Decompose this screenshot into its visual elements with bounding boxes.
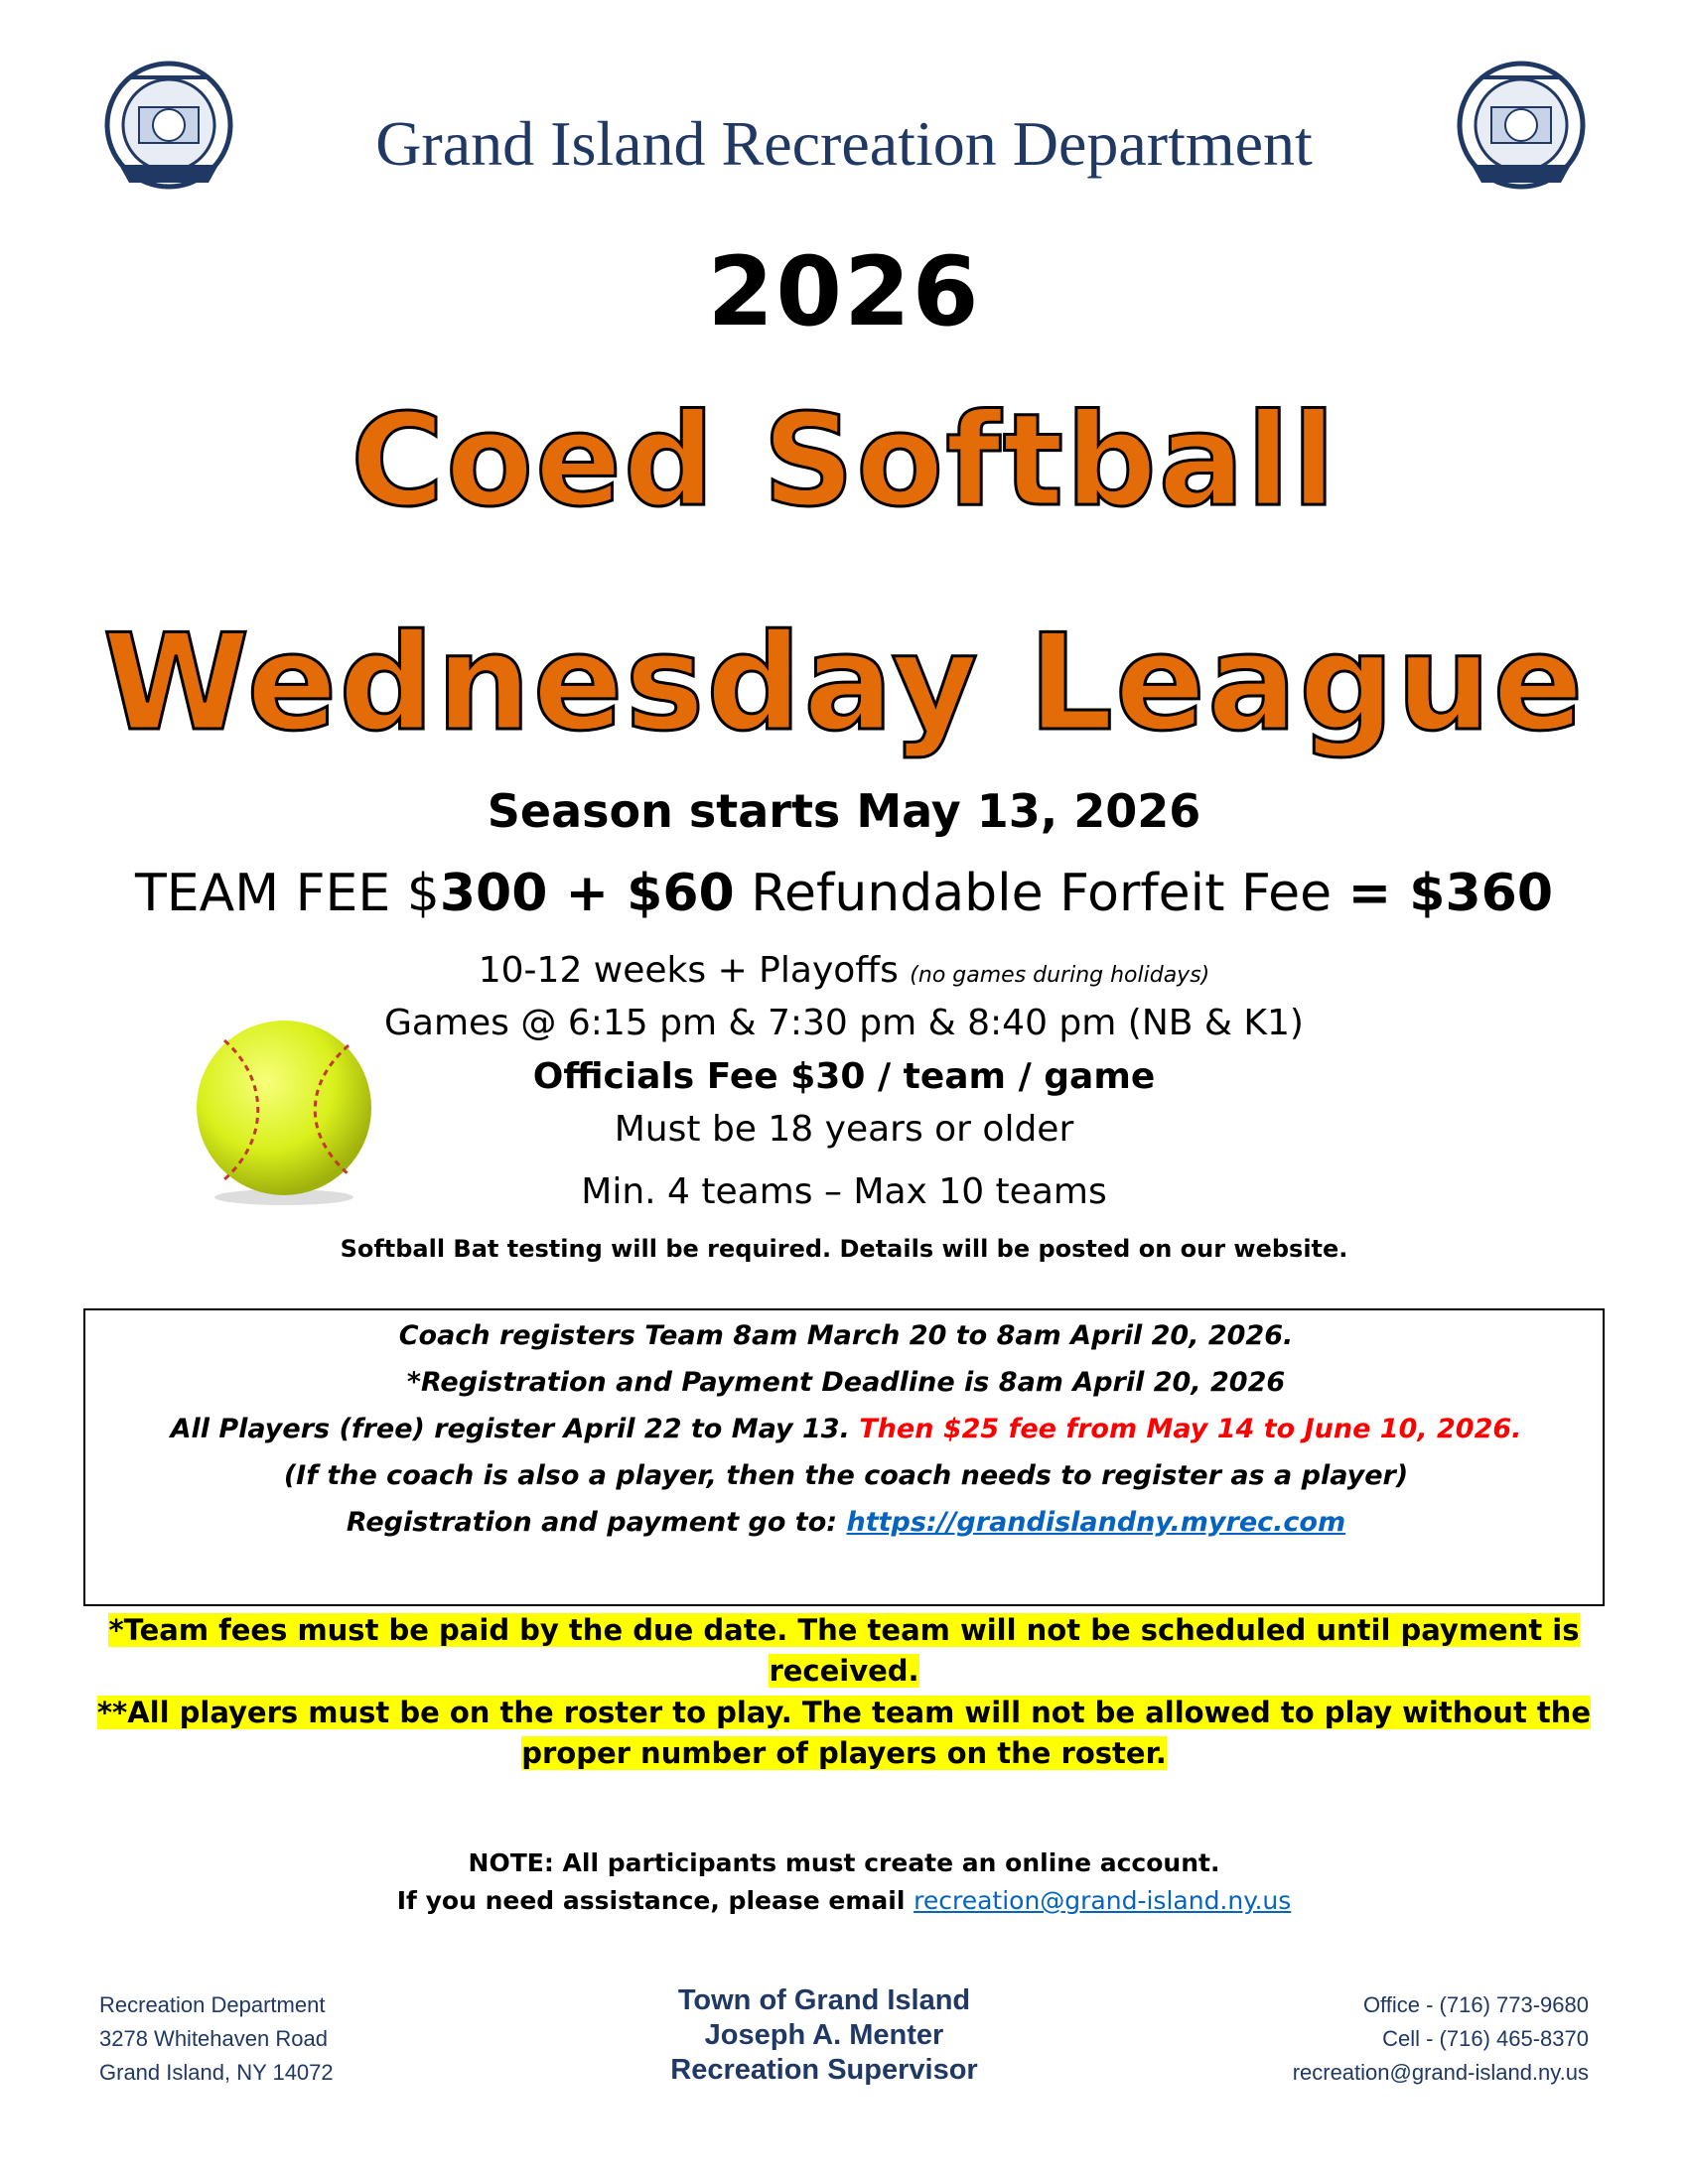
weeks-text: 10-12 weeks + Playoffs <box>478 950 911 991</box>
payment-deadline: *Registration and Payment Deadline is 8am April 20, 2026 <box>406 1367 1286 1398</box>
team-limits: Min. 4 teams – Max 10 teams <box>581 1171 1107 1212</box>
team-fee-line <box>0 864 1688 923</box>
footer-dept: Recreation Department <box>99 1992 326 2017</box>
team-fees-warning-text1: *Team fees must be paid by the due date. The team will not be scheduled until payment is <box>108 1613 1580 1647</box>
player-registration <box>85 1414 1607 1444</box>
footer-office-phone: Office - (716) 773-9680 <box>1362 1992 1589 2017</box>
late-fee-text: Then $25 fee from May 14 to June 10, 2026. <box>859 1414 1522 1444</box>
online-account-note: NOTE: All participants must create an online account. <box>468 1848 1220 1877</box>
footer-town: Town of Grand Island <box>677 1984 971 2016</box>
roster-warning-line2 <box>0 1736 1688 1770</box>
registration-link-label: Registration and payment go to: <box>346 1507 847 1538</box>
footer-contact <box>1293 1988 1589 2090</box>
coach-player-note: (If the coach is also a player, then the coach needs to register as a player) <box>283 1460 1409 1491</box>
officials-fee: Officials Fee $30 / team / game <box>532 1056 1156 1097</box>
player-registration-text: All Players (free) register April 22 to May 13. <box>170 1414 860 1444</box>
weeks-note: (no games during holidays) <box>910 963 1210 988</box>
event-title-line2: Wednesday League <box>102 606 1586 760</box>
footer-city: Grand Island, NY 14072 <box>99 2060 334 2085</box>
fee-total: = $360 <box>1347 864 1553 923</box>
footer-cell-phone: Cell - (716) 465-8370 <box>1382 2026 1589 2051</box>
season-start: Season starts May 13, 2026 <box>487 784 1201 838</box>
coach-registration: Coach registers Team 8am March 20 to 8am April 20, 2026. <box>398 1320 1294 1351</box>
team-fees-warning-line2 <box>0 1654 1688 1688</box>
grand-island-seal-logo-left <box>99 56 238 195</box>
team-fees-warning-line1 <box>0 1613 1688 1647</box>
footer-role: Recreation Supervisor <box>670 2054 978 2086</box>
roster-warning-text1: **All players must be on the roster to play. The team will not be allowed to play without the <box>96 1696 1592 1729</box>
footer-name: Joseph A. Menter <box>704 2019 944 2051</box>
footer-street: 3278 Whitehaven Road <box>99 2026 328 2051</box>
registration-box <box>83 1308 1605 1606</box>
roster-warning-text2: proper number of players on the roster. <box>521 1736 1167 1770</box>
department-title: Grand Island Recreation Department <box>375 108 1313 179</box>
footer-supervisor <box>556 1983 1092 2088</box>
event-year: 2026 <box>707 236 981 347</box>
fee-label: TEAM FEE $ <box>135 864 440 923</box>
event-title-line1: Coed Softball <box>351 387 1337 535</box>
fee-amounts: 300 + $60 <box>439 864 735 923</box>
age-requirement: Must be 18 years or older <box>614 1109 1074 1150</box>
roster-warning-line1 <box>0 1696 1688 1729</box>
team-fees-warning-text2: received. <box>769 1654 919 1688</box>
game-times: Games @ 6:15 pm & 7:30 pm & 8:40 pm (NB & K1) <box>384 1003 1304 1043</box>
forfeit-text: Refundable Forfeit Fee <box>734 864 1348 923</box>
assistance-note <box>0 1886 1688 1915</box>
weeks-line <box>0 950 1688 991</box>
grand-island-seal-logo-right <box>1452 56 1591 195</box>
softball-image <box>185 1011 383 1209</box>
bat-testing-note: Softball Bat testing will be required. Details will be posted on our website. <box>340 1235 1348 1263</box>
assistance-text: If you need assistance, please email <box>396 1886 914 1915</box>
registration-link-line <box>85 1507 1607 1538</box>
footer-email[interactable]: recreation@grand-island.ny.us <box>1292 2060 1589 2085</box>
registration-link[interactable]: https://grandislandny.myrec.com <box>846 1507 1346 1538</box>
footer-address <box>99 1988 334 2090</box>
assistance-email-link[interactable]: recreation@grand-island.ny.us <box>914 1886 1292 1915</box>
